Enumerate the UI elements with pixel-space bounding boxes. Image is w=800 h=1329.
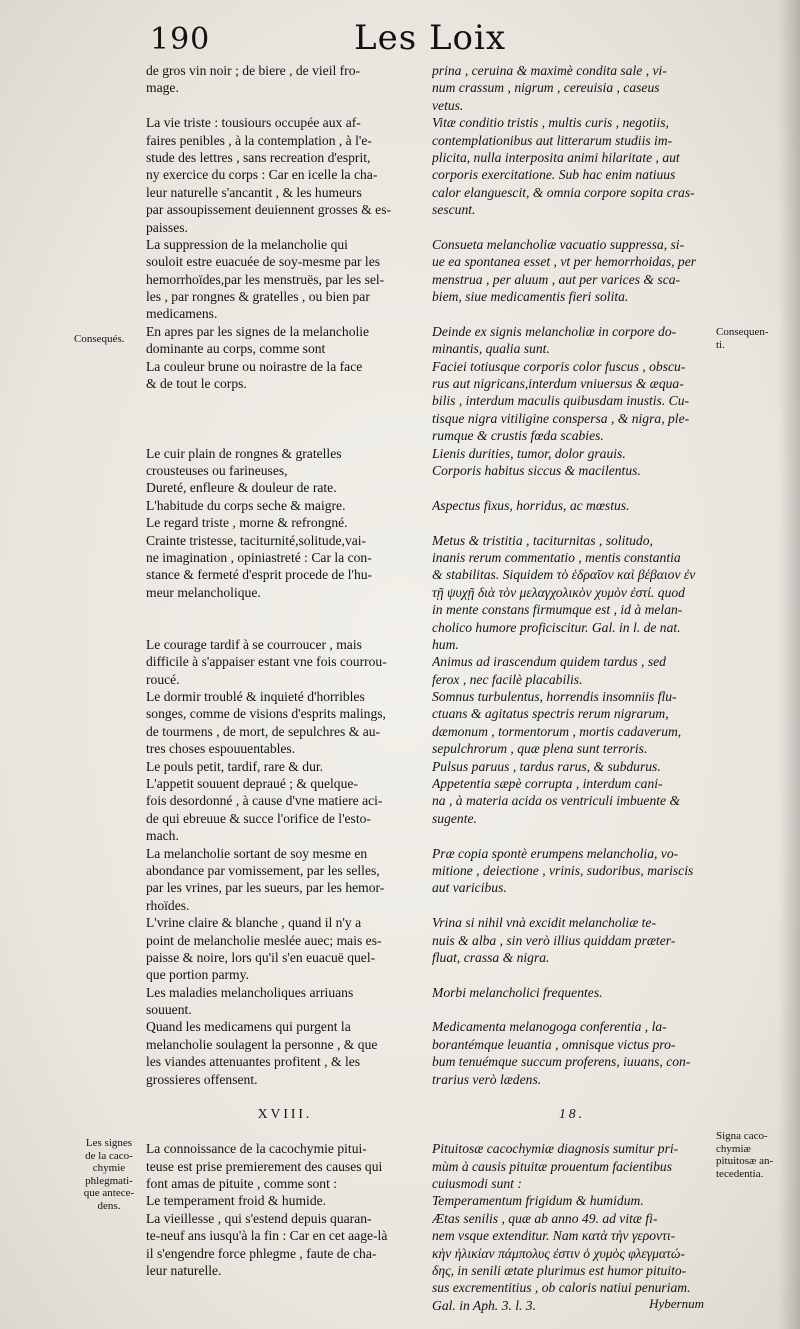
text-line: La suppression de la melancholie qui	[146, 236, 348, 252]
margin-note-line: Signa caco-	[716, 1130, 768, 1142]
text-line: Lienis durities, tumor, dolor grauis.	[432, 445, 626, 461]
margin-note-antecedent-signs-fr	[74, 1137, 144, 1212]
text-line: Quand les medicamens qui purgent la	[146, 1019, 351, 1035]
margin-note-line: chymie	[92, 1162, 126, 1174]
text-line: minantis, qualia sunt.	[432, 341, 550, 357]
text-line: stance & fermeté d'esprit procede de l'hu-	[146, 567, 373, 583]
text-line: mach.	[146, 828, 179, 844]
text-line: κὴν ἡλικίαν πάμπολυς ἐστιν ὁ χυμὸς φλεγματώ-	[432, 1245, 685, 1261]
text-line: prina , ceruina & maximè condita sale , vi-	[432, 63, 667, 78]
blank-line	[146, 97, 424, 114]
text-line: Aspectus fixus, horridus, ac mœstus.	[432, 497, 630, 513]
text-line: calor elanguescit, & omnia corpore sopita cras-	[432, 184, 695, 200]
margin-note-line: ti.	[716, 338, 725, 351]
margin-note-line: tecedentia.	[716, 1167, 764, 1180]
text-line: Vitæ conditio tristis , multis curis , negotiis,	[432, 115, 669, 131]
text-line: Appetentia sæpè corrupta , interdum cani-	[432, 776, 663, 792]
blank-line	[432, 1001, 712, 1018]
section-number: 18.	[559, 1106, 585, 1122]
margin-note-antecedent-signs-la	[716, 1130, 794, 1180]
text-line: La connoissance de la cacochymie pitui-	[146, 1141, 367, 1157]
text-line: L'appetit souuent depraué ; & quelque-	[146, 776, 358, 792]
text-line: menstrua , per aluum , aut per varices & sca-	[432, 271, 681, 287]
text-line: leur naturelle s'ancantit , & les humeurs	[146, 184, 362, 200]
text-line: ne imagination , opiniastreté : Car la con-	[146, 549, 372, 565]
text-line: rumque & crustis fœda scabies.	[432, 428, 604, 444]
text-line: paisses.	[146, 219, 188, 235]
text-line: sepulchrorum , quæ plena sunt terroris.	[432, 741, 648, 757]
text-line: Vrina si nihil vnà excidit melancholiæ te-	[432, 915, 656, 931]
text-line: stude des lettres , sans recreation d'esprit,	[146, 149, 371, 165]
text-line: nem vsque extenditur. Nam κατὰ τὴν γεροντι-	[432, 1228, 676, 1244]
text-line: Le courage tardif à se courroucer , mais	[146, 636, 362, 652]
text-line: par les vrines, par les sueurs, par les hemor-	[146, 880, 385, 896]
text-line: tres choses espouuentables.	[146, 741, 296, 757]
blank-line	[432, 514, 712, 531]
text-line: font amas de pituite , comme sont :	[146, 1176, 338, 1191]
text-line: Animus ad irascendum quidem tardus , sed	[432, 654, 666, 670]
section-number: XVIII.	[257, 1106, 313, 1122]
text-line: Deinde ex signis melancholiæ in corpore do-	[432, 323, 677, 339]
text-line: Somnus turbulentus, horrendis insomniis flu-	[432, 689, 677, 705]
text-line: na , à materia acida os ventriculi imbuente &	[432, 793, 681, 809]
text-line: Crainte tristesse, taciturnité,solitude,vai-	[146, 532, 367, 548]
page-number: 190	[150, 22, 211, 57]
text-line: & stabilitas. Siquidem τὸ ἑδραῖον καὶ βέβαιον ἐν	[432, 567, 696, 583]
blank-line	[146, 410, 424, 427]
text-line: vetus.	[432, 97, 464, 113]
text-line: La couleur brune ou noirastre de la face	[146, 358, 363, 374]
blank-line	[146, 619, 424, 636]
text-line: de tourmens , de mort, de sepulchres & au-	[146, 723, 381, 739]
text-line: roucé.	[146, 671, 180, 687]
text-line: medicamens.	[146, 306, 218, 322]
text-line: Gal. in Aph. 3. l. 3.	[432, 1297, 536, 1313]
text-line: de gros vin noir ; de biere , de vieil fro-	[146, 63, 361, 78]
text-line: Præ copia spontè erumpens melancholia, vo-	[432, 845, 679, 861]
text-line: corporis exercitatione. Sub hac enim natiuus	[432, 167, 676, 183]
blank-line	[432, 1088, 712, 1105]
blank-line	[432, 305, 712, 322]
text-line: teuse est prise premierement des causes qui	[146, 1158, 383, 1174]
text-line: sugente.	[432, 810, 477, 826]
text-line: aut varicibus.	[432, 880, 507, 896]
text-line: cuiusmodi sunt :	[432, 1176, 522, 1191]
text-line: Ætas senilis , quæ ab anno 49. ad vitæ fi-	[432, 1210, 658, 1226]
text-line: tisque nigra vitiligine conspersa , & nigra, ple-	[432, 410, 690, 426]
text-line: δης, in senili ætate plurimus est humor pituito-	[432, 1262, 687, 1278]
text-line: souuent.	[146, 1002, 192, 1018]
blank-line	[432, 479, 712, 496]
margin-note-line: pituitosæ an-	[716, 1155, 774, 1167]
text-line: Le cuir plain de rongnes & gratelles	[146, 445, 342, 461]
text-line: Pulsus paruus , tardus rarus, & subdurus.	[432, 758, 661, 774]
text-line: Consueta melancholiæ vacuatio suppressa, si-	[432, 236, 685, 252]
text-line: souloit estre euacuée de soy-mesme par les	[146, 254, 381, 270]
text-line: meur melancholique.	[146, 584, 261, 600]
running-title: Les Loix	[354, 18, 507, 58]
text-line: ue ea spontanea esset , vt per hemorrhoidas, per	[432, 254, 697, 270]
blank-line	[432, 827, 712, 844]
text-line: paisse & noire, lors qu'il s'en euacuë quel-	[146, 949, 376, 965]
text-line: fois desordonné , à cause d'vne matiere aci-	[146, 793, 383, 809]
text-line: trarius verò lædens.	[432, 1071, 542, 1087]
margin-note-consequents-fr	[74, 333, 144, 346]
text-line: bilis , interdum maculis quibusdam inustis. Cu-	[432, 393, 690, 409]
text-line: hemorrhoïdes,par les menstruës, par les sel-	[146, 271, 385, 287]
text-line: faires penibles , à la contemplation , à l'e-	[146, 132, 372, 148]
text-line: te-neuf ans iusqu'à la fin : Car en cet aage-là	[146, 1228, 388, 1244]
text-line: En apres par les signes de la melancholie	[146, 323, 370, 339]
margin-note-line: que antece-	[83, 1187, 135, 1199]
text-line: dominante au corps, comme sont	[146, 341, 326, 357]
text-line: ny exercice du corps : Car en icelle la cha-	[146, 167, 378, 183]
margin-note-line: Consequés.	[74, 333, 125, 345]
text-line: rus aut nigricans,interdum vniuersus & æqua-	[432, 376, 684, 392]
text-line: songes, comme de visions d'esprits malings,	[146, 706, 386, 722]
text-line: in mente constans firmumque est , id à melan-	[432, 602, 683, 618]
blank-line	[146, 1123, 424, 1140]
text-line: Faciei totiusque corporis color fuscus , obscu-	[432, 358, 686, 374]
margin-note-line: Les signes	[85, 1137, 133, 1149]
text-line: abondance par vomissement, par les selles,	[146, 862, 380, 878]
text-line: bum tenuémque succum proferens, iuuans, con-	[432, 1054, 691, 1070]
text-line: L'vrine claire & blanche , quand il n'y a	[146, 915, 362, 931]
text-line: par assoupissement deuiennent grosses & es-	[146, 202, 392, 218]
text-line: fluat, crassa & nigra.	[432, 949, 550, 965]
catchword: Hybernum	[649, 1296, 704, 1311]
text-line: de qui ebreuue & succe l'orifice de l'esto-	[146, 810, 371, 826]
text-line: ferox , nec facilè placabilis.	[432, 671, 583, 687]
blank-line	[146, 1088, 424, 1105]
text-line: mùm à causis pituitæ prouentum facientibus	[432, 1158, 673, 1174]
text-line: La vie triste : tousiours occupée aux af-	[146, 115, 361, 131]
latin-text-column	[432, 62, 712, 1314]
text-line: Pituitosæ cacochymiæ diagnosis sumitur pri-	[432, 1141, 679, 1157]
text-line: inanis rerum commentatio , mentis constantia	[432, 549, 681, 565]
text-line: Medicamenta melanogoga conferentia , la-	[432, 1019, 667, 1035]
text-line: Metus & tristitia , taciturnitas , solitudo,	[432, 532, 653, 548]
text-line: cholico humore proficiscitur. Gal. in l. de nat.	[432, 619, 681, 635]
text-line: & de tout le corps.	[146, 376, 247, 392]
margin-note-line: dens.	[97, 1199, 121, 1212]
french-text-column	[146, 62, 424, 1279]
text-line: Temperamentum frigidum & humidum.	[432, 1193, 644, 1209]
text-line: dæmonum , tormentorum , mortis cadaverum,	[432, 723, 682, 739]
text-line: point de melancholie meslée auec; mais es-	[146, 932, 382, 948]
text-line: rhoïdes.	[146, 897, 190, 913]
text-line: La melancholie sortant de soy mesme en	[146, 845, 368, 861]
blank-line	[432, 897, 712, 914]
text-line: Le pouls petit, tardif, rare & dur.	[146, 758, 324, 774]
text-line: ctuans & agitatus spectris rerum nigrarum,	[432, 706, 669, 722]
text-line: crousteuses ou farineuses,	[146, 462, 288, 478]
text-line: num crassum , nigrum , cereuisia , caseus	[432, 80, 660, 96]
margin-note-line: chymiæ	[716, 1142, 751, 1155]
text-line: La vieillesse , qui s'estend depuis quaran-	[146, 1210, 372, 1226]
text-line: difficile à s'appaiser estant vne fois courrou-	[146, 654, 387, 670]
text-line: Le dormir troublé & inquieté d'horribles	[146, 689, 365, 705]
text-line: biem, siue medicamentis fieri solita.	[432, 289, 629, 305]
margin-note-line: de la caco-	[85, 1149, 133, 1162]
text-line: Le regard triste , morne & refrongné.	[146, 515, 348, 531]
text-line: contemplationibus aut litterarum studiis im-	[432, 132, 673, 148]
text-line: mage.	[146, 80, 179, 96]
margin-note-line: phlegmati-	[85, 1174, 133, 1187]
blank-line	[146, 392, 424, 409]
margin-note-line: Consequen-	[716, 326, 769, 338]
blank-line	[432, 966, 712, 983]
text-line: il s'engendre force phlegme , faute de cha-	[146, 1245, 377, 1261]
text-line: nuis & alba , sin verò illius quiddam præter-	[432, 932, 676, 948]
text-line: Le temperament froid & humide.	[146, 1193, 327, 1209]
text-line: L'habitude du corps seche & maigre.	[146, 497, 346, 513]
text-line: les viandes attenuantes profitent , & les	[146, 1054, 361, 1070]
text-line: mitione , deiectione , vrinis, sudoribus, mariscis	[432, 862, 694, 878]
blank-line	[432, 1123, 712, 1140]
text-line: les , par rongnes & gratelles , ou bien par	[146, 289, 370, 305]
text-line: melancholie soulagent la personne , & que	[146, 1036, 378, 1052]
blank-line	[146, 601, 424, 618]
text-line: Morbi melancholici frequentes.	[432, 984, 603, 1000]
text-line: hum.	[432, 636, 459, 652]
text-line: leur naturelle.	[146, 1262, 222, 1278]
text-line: plicita, nulla interposita animi hilaritate , aut	[432, 149, 680, 165]
margin-note-consequents-la	[716, 326, 786, 351]
text-line: borantémque leuantia , omnisque victus pro-	[432, 1036, 676, 1052]
blank-line	[146, 427, 424, 444]
text-line: Les maladies melancholiques arriuans	[146, 984, 354, 1000]
text-line: sus excrementitius , ob caloris natiui penuriam.	[432, 1280, 691, 1296]
blank-line	[432, 219, 712, 236]
text-line: sescunt.	[432, 202, 476, 218]
text-line: τῇ ψυχῇ διὰ τὸν μελαγχολικὸν χυμὸν ἐστί. quod	[432, 584, 685, 600]
text-line: Corporis habitus siccus & macilentus.	[432, 462, 641, 478]
text-line: grossieres offensent.	[146, 1071, 258, 1087]
text-line: que portion parmy.	[146, 967, 249, 983]
text-line: Dureté, enfleure & douleur de rate.	[146, 480, 337, 496]
